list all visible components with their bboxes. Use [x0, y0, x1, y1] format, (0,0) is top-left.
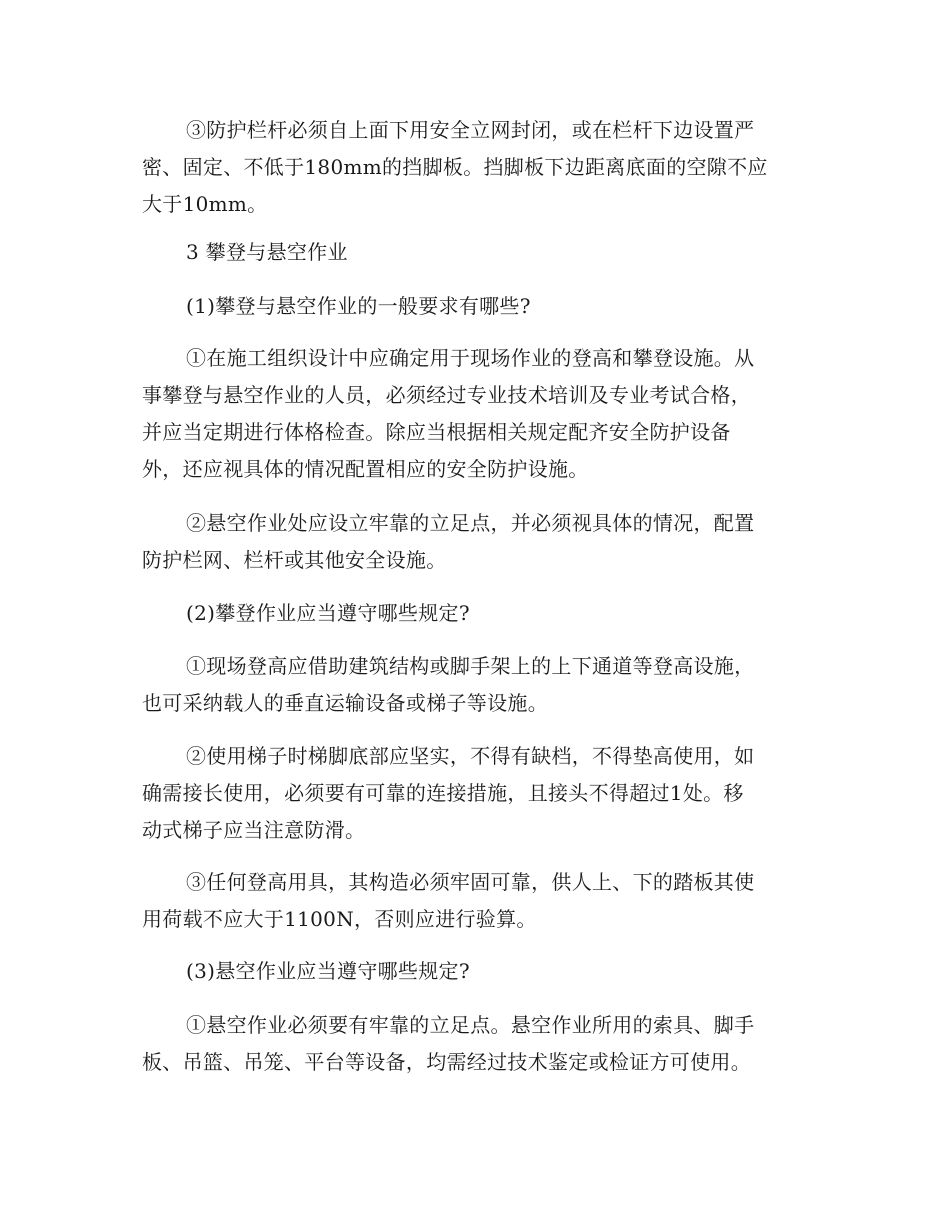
question-heading-text: (1)攀登与悬空作业的一般要求有哪些? — [186, 294, 531, 318]
paragraph-guardrail-net — [142, 112, 802, 223]
text-line: 板、吊篮、吊笼、平台等设备，均需经过技术鉴定或检证方可使用。 — [142, 1050, 751, 1074]
text-line: 密、固定、不低于180mm的挡脚板。挡脚板下边距离底面的空隙不应 — [142, 155, 768, 179]
question-heading-1 — [142, 288, 802, 325]
text-line: ②使用梯子时梯脚底部应坚实，不得有缺档，不得垫高使用，如 — [186, 744, 755, 768]
text-line: 事攀登与悬空作业的人员，必须经过专业技术培训及专业考试合格， — [142, 383, 751, 407]
text-line: 大于10mm。 — [142, 192, 268, 216]
question-heading-3 — [142, 953, 802, 990]
paragraph-foothold — [142, 505, 802, 579]
paragraph-construction-design — [142, 340, 802, 488]
text-line: ③任何登高用具，其构造必须牢固可靠，供人上、下的踏板其使 — [186, 870, 755, 894]
question-heading-2 — [142, 595, 802, 632]
text-line: ①现场登高应借助建筑结构或脚手架上的上下通道等登高设施， — [186, 654, 755, 678]
text-line: 防护栏网、栏杆或其他安全设施。 — [142, 548, 447, 572]
text-line: ①悬空作业必须要有牢靠的立足点。悬空作业所用的索具、脚手 — [186, 1013, 755, 1037]
text-line: 并应当定期进行体格检查。除应当根据相关规定配齐安全防护设备 — [142, 420, 731, 444]
section-heading-climbing — [142, 234, 802, 271]
paragraph-climbing-tools — [142, 864, 802, 938]
paragraph-ladder-use — [142, 738, 802, 849]
text-line: ②悬空作业处应设立牢靠的立足点，并必须视具体的情况，配置 — [186, 511, 755, 535]
paragraph-suspended-work — [142, 1007, 802, 1081]
text-line: ③防护栏杆必须自上面下用安全立网封闭，或在栏杆下边设置严 — [186, 118, 755, 142]
text-line: 也可采纳载人的垂直运输设备或梯子等设施。 — [142, 691, 548, 715]
question-heading-text: (2)攀登作业应当遵守哪些规定? — [186, 601, 470, 625]
text-line: 动式梯子应当注意防滑。 — [142, 818, 366, 842]
section-heading-text: 3 攀登与悬空作业 — [186, 240, 348, 264]
text-line: 外，还应视具体的情况配置相应的安全防护设施。 — [142, 457, 589, 481]
paragraph-site-access — [142, 648, 802, 722]
question-heading-text: (3)悬空作业应当遵守哪些规定? — [186, 959, 470, 983]
text-line: 确需接长使用，必须要有可靠的连接措施，且接头不得超过1处。移 — [142, 781, 744, 805]
text-line: ①在施工组织设计中应确定用于现场作业的登高和攀登设施。从 — [186, 346, 755, 370]
text-line: 用荷载不应大于1100N，否则应进行验算。 — [142, 907, 537, 931]
